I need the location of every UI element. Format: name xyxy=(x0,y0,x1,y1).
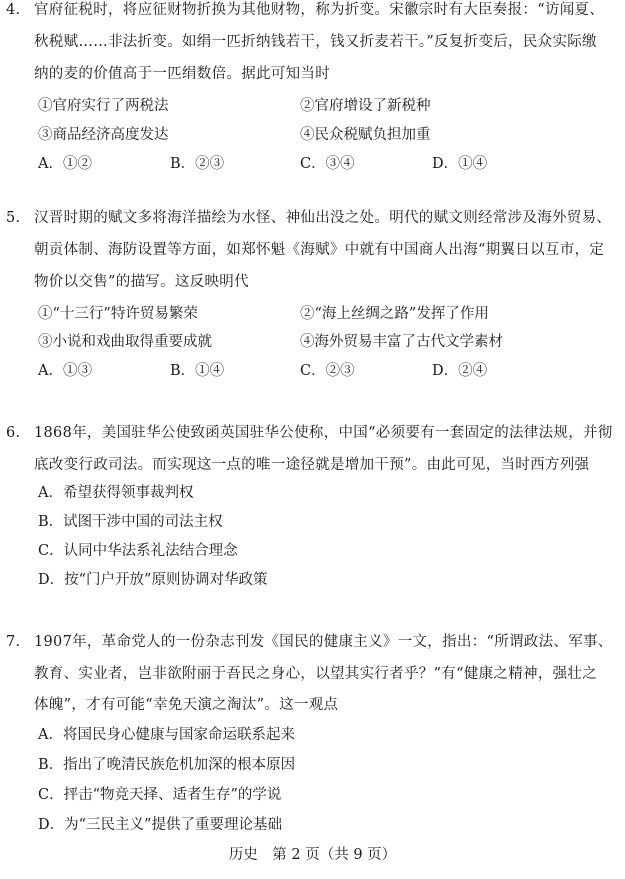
statement-item: ①“十三行”特许贸易繁荣 xyxy=(38,306,198,322)
statement-item: ②“海上丝绸之路”发挥了作用 xyxy=(300,306,489,322)
question-stem-line: 纳的麦的价值高于一匹绢数倍。据此可知当时 xyxy=(34,66,330,82)
option-c[interactable]: C．②③ xyxy=(300,363,355,379)
option-b[interactable]: B．①④ xyxy=(170,363,225,379)
statement-item: ④海外贸易丰富了古代文学素材 xyxy=(300,334,503,350)
question-number: 4. xyxy=(6,2,21,18)
option-b[interactable]: B．指出了晚清民族危机加深的根本原因 xyxy=(38,757,296,773)
question-stem-line: 官府征税时，将应征财物折换为其他财物，称为折变。宋徽宗时有大臣奏报：“访闻夏、 xyxy=(34,2,605,18)
option-a[interactable]: A．希望获得领事裁判权 xyxy=(38,485,194,501)
question-number: 5. xyxy=(6,210,21,226)
statement-item: ④民众税赋负担加重 xyxy=(300,127,431,143)
question-stem-line: 教育、实业者，岂非欲附丽于吾民之身心，以望其实行者乎？”有“健康之精神，强壮之 xyxy=(34,666,598,682)
option-b[interactable]: B．试图干涉中国的司法主权 xyxy=(38,514,223,530)
question-stem-line: 1868年，美国驻华公使致函英国驻华公使称，中国“必须要有一套固定的法律法规，并彻 xyxy=(34,425,613,441)
question-stem-line: 朝贡体制、海防设置等方面，如郑怀魁《海赋》中就有中国商人出海“期翼日以互市，定 xyxy=(34,242,605,258)
question-stem-line: 体魄”，才有可能“幸免天演之淘汰”。这一观点 xyxy=(34,697,339,713)
option-c[interactable]: C．③④ xyxy=(300,156,355,172)
question-stem-line: 底改变行政司法。而实现这一点的唯一途径就是增加干预”。由此可见，当时西方列强 xyxy=(34,457,590,473)
question-stem-line: 汉晋时期的赋文多将海洋描绘为水怪、神仙出没之处。明代的赋文则经常涉及海外贸易、 xyxy=(34,210,612,226)
statement-item: ②官府增设了新税种 xyxy=(300,98,431,114)
page-footer: 历史 第 2 页（共 9 页） xyxy=(228,847,397,863)
option-c[interactable]: C．认同中华法系礼法结合理念 xyxy=(38,543,238,559)
option-d[interactable]: D．按“门户开放”原则协调对华政策 xyxy=(38,572,268,588)
question-number: 6. xyxy=(6,425,21,441)
option-b[interactable]: B．②③ xyxy=(170,156,225,172)
question-number: 7. xyxy=(6,634,21,650)
question-stem-line: 物价以交售”的描写。这反映明代 xyxy=(34,274,249,290)
statement-item: ③小说和戏曲取得重要成就 xyxy=(38,334,212,350)
option-d[interactable]: D．为“三民主义”提供了重要理论基础 xyxy=(38,817,282,833)
question-stem-line: 1907年，革命党人的一份杂志刊发《国民的健康主义》一文，指出：“所谓政法、军事、 xyxy=(34,634,613,650)
option-c[interactable]: C．抨击“物竞天择、适者生存”的学说 xyxy=(38,787,282,803)
option-a[interactable]: A．将国民身心健康与国家命运联系起来 xyxy=(38,727,295,743)
question-stem-line: 秋税赋……非法折变。如绢一匹折纳钱若干，钱又折麦若干。”反复折变后，民众实际缴 xyxy=(34,34,597,50)
statement-item: ①官府实行了两税法 xyxy=(38,98,169,114)
statement-item: ③商品经济高度发达 xyxy=(38,127,169,143)
option-a[interactable]: A．①③ xyxy=(38,363,92,379)
option-d[interactable]: D．②④ xyxy=(432,363,488,379)
option-a[interactable]: A．①② xyxy=(38,156,92,172)
option-d[interactable]: D．①④ xyxy=(432,156,488,172)
